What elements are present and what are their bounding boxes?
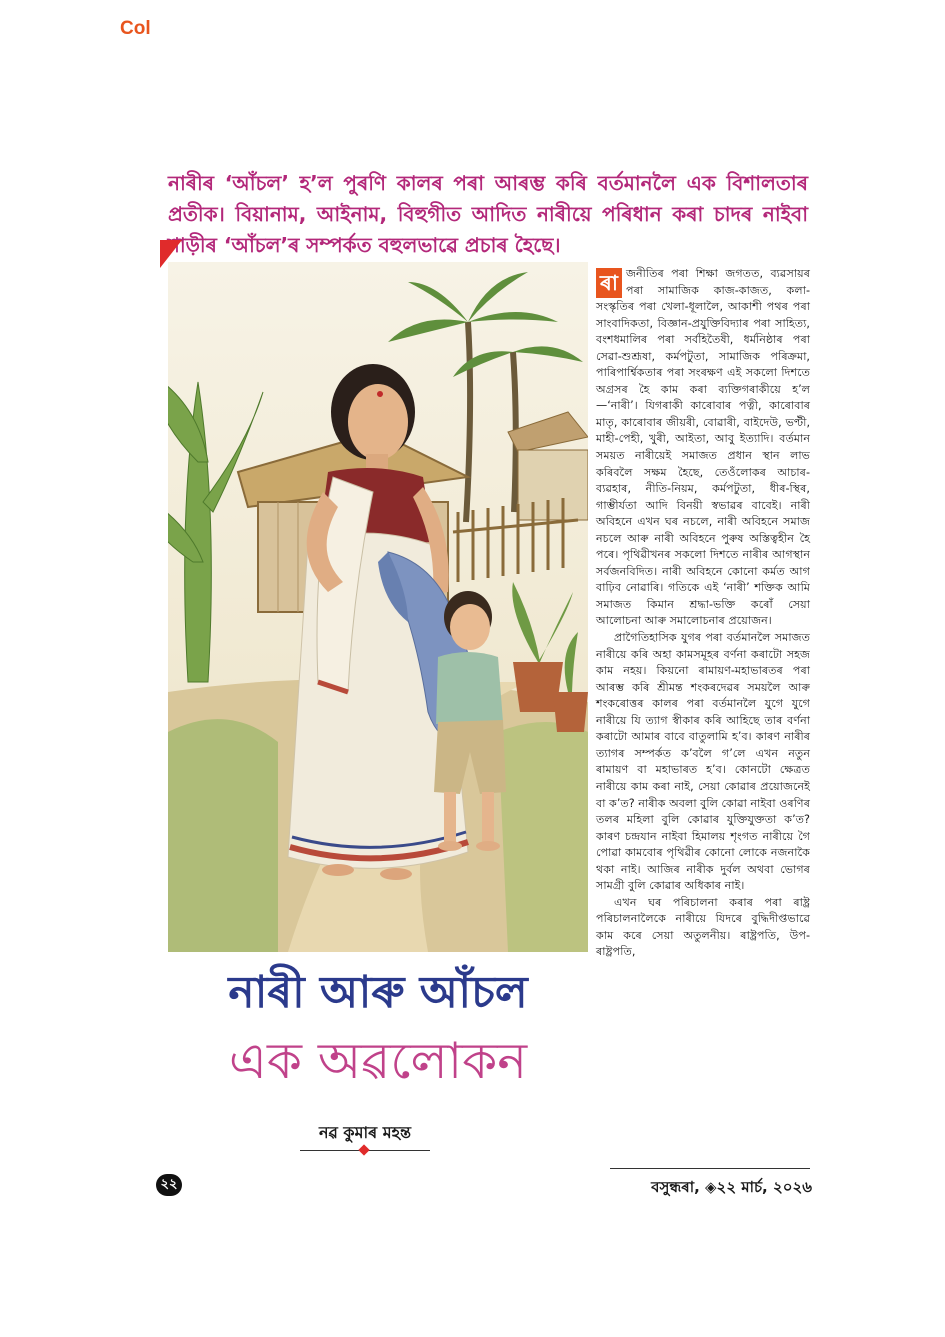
intro-blurb: নাৰীৰ ‘আঁচল’ হ’ল পুৰণি কালৰ পৰা আৰম্ভ কৰি বৰ্তমানলৈ এক বিশালতাৰ প্ৰতীক। বিয়ানাম, আইনাম, বিহুগীত আদিত নাৰীয়ে পৰিধান কৰা চাদৰ নাইবা শাড়ীৰ ‘আঁচল’ৰ সম্পৰ্কত বহুলভাৱে প্ৰচাৰ হৈছে। (168, 171, 808, 257)
footer-masthead-date: বসুন্ধৰা, ◈২২ মাৰ্চ, ২০২৬ (651, 1178, 812, 1196)
author-byline: নৱ কুমাৰ মহন্ত (318, 1123, 412, 1142)
article-paragraph-1 (596, 266, 810, 630)
corner-tag: Col (120, 18, 151, 39)
article-paragraph-2: প্ৰাগৈতিহাসিক যুগৰ পৰা বৰ্তমানলৈ সমাজত নাৰীয়ে কৰি অহা কামসমূহৰ বৰ্ণনা কৰাটো সহজ কাম নহয়। কিয়নো ৰামায়ণ-মহাভাৰতৰ পৰা আৰম্ভ কৰি শ্ৰীমন্ত শংকৰদেৱৰ সময়লৈ আৰু শংকৰোত্তৰ কালৰ পৰা বৰ্তমানলৈ যুগে যুগে নাৰীয়ে যি ত্যাগ স্বীকাৰ কৰি আহিছে তাৰ বৰ্ণনা কৰাটো আমাৰ বাবে বাতুলামি হ’ব। কাৰণ নাৰীৰ ত্যাগৰ সম্পৰ্কত ক’বলৈ গ’লে এখন নতুন ৰামায়ণ বা মহাভাৰত হ’ব। কোনটো ক্ষেত্ৰত নাৰীয়ে কাম কৰা নাই, সেয়া কোৱাৰ প্ৰয়োজনেই বা ক’ত? নাৰীক অবলা বুলি কোৱা নাইবা ওৰণিৰ তলৰ মহিলা বুলি কোৱাৰ যুক্তিযুক্ততা ক’ত? কাৰণ চন্দ্ৰযান নাইবা হিমালয় শৃংগত নাৰীয়ে গৈ পোৱা কামবোৰ পৃথিৱীৰ কোনো লোকে নজনাকৈ থকা নাই। আজিৰ নাৰীক দুৰ্বল অথবা ভোগৰ সামগ্ৰী বুলি কোৱাৰ অধিকাৰ নাই। (596, 631, 810, 893)
mother-child-illustration (168, 262, 588, 952)
article-paragraph-1-text: জনীতিৰ পৰা শিক্ষা জগতত, ব্যৱসায়ৰ পৰা সামাজিক কাজ-কাজত, কলা-সংস্কৃতিৰ পৰা খেলা-ধূলালৈ, আকাশী পথৰ পৰা সাংবাদিকতা, বিজ্ঞান-প্ৰযুক্তিবিদ্যাৰ পৰা সাহিত্য, বংশধমালিৰ পৰা সৰ্বহিতৈষী, ধৰ্মনিষ্ঠাৰ পৰা সেৱা-শুশ্ৰূষা, কৰ্মপটুতা, সামাজিক পৰিক্ৰমা, পাৰিপাৰ্শ্বিকতাৰ পৰা সংৰক্ষণ এই সকলো দিশতে অগ্ৰসৰ হৈ কাম কৰা ব্যক্তিগৰাকীয়ে হ’ল —‘নাৰী’। যিগৰাকী কাৰোবাৰ পত্নী, কাৰোবাৰ মাতৃ, কাৰোবাৰ জীয়ৰী, বোৱাৰী, বাইদেউ, ভণ্টী, মাহী-পেহী, খুৰী, আইতা, আবু ইত্যাদি। বৰ্তমান সময়ত নাৰীয়েই সমাজত প্ৰধান স্থান লাভ কৰিবলৈ সক্ষম হৈছে, তেওঁলোকৰ আচাৰ-ব্যৱহাৰ, নীতি-নিয়ম, কৰ্মপটুতা, ধীৰ-স্থিৰ, গাম্ভীৰ্যতা আদি বিনয়ী স্বভাৱৰ বাবেই। নাৰী অবিহনে এখন ঘৰ নচলে, নাৰী অবিহনে সমাজ নচলে আৰু নাৰী অবিহনে পুৰুষ অস্তিত্বহীন হৈ পৰে। পৃথিৱীখনৰ সকলো দিশতে নাৰীৰ আগস্থান সৰ্বজনবিদিত। নাৰী অবিহনে কোনো কৰ্মত আগ বাঢ়িব নোৱাৰি। গতিকে এই ‘নাৰী’ শক্তিক আমি সমাজত কিমান শ্ৰদ্ধা-ভক্তি কৰোঁ সেয়া আলোচনা আৰু সমালোচনাৰ প্ৰয়োজন। (596, 267, 810, 628)
drop-cap: ৰা (596, 268, 622, 298)
footer-rule (610, 1168, 810, 1169)
headline-line-2: এক অৱলোকন (228, 1032, 528, 1090)
article-paragraph-3: এখন ঘৰ পৰিচালনা কৰাৰ পৰা ৰাষ্ট্ৰ পৰিচালনালৈকে নাৰীয়ে যিদৰে বুদ্ধিদীপ্তভাৱে কাম কৰে সেয়া অতুলনীয়। ৰাষ্ট্ৰপতি, উপ-ৰাষ্ট্ৰপতি, (596, 895, 810, 959)
page-number: ২২ (156, 1174, 182, 1196)
article-body (596, 266, 810, 961)
headline-line-1: নাৰী আৰু আঁচল (228, 967, 528, 1018)
